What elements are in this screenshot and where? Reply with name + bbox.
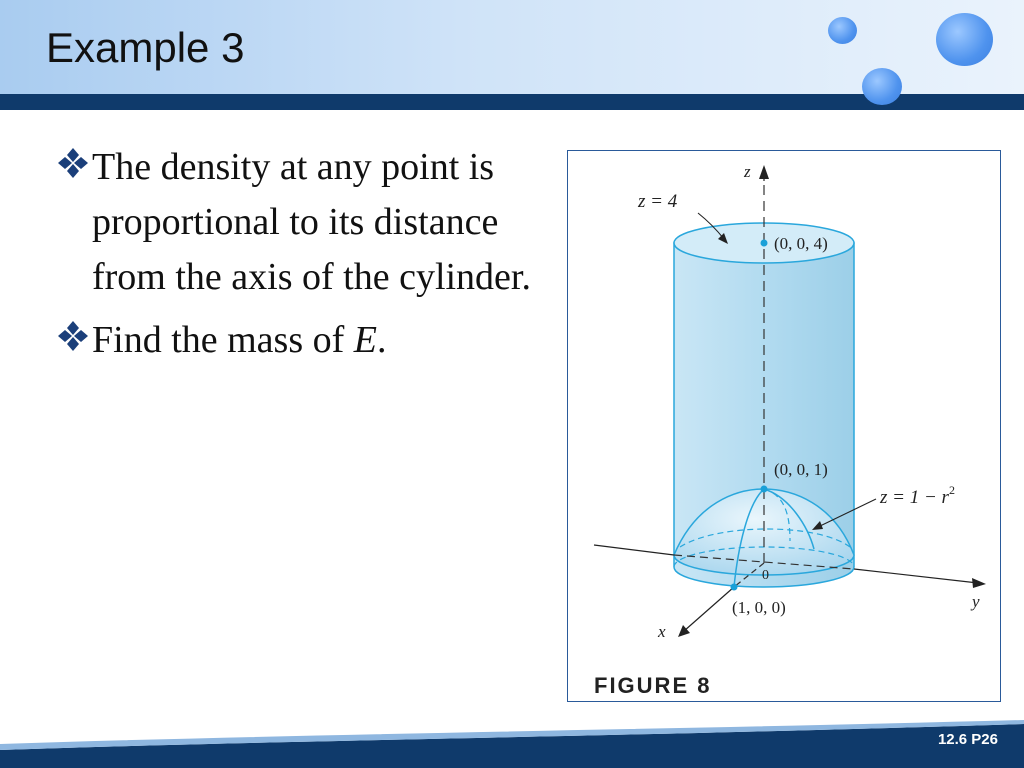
decor-bubble-small (828, 17, 857, 44)
x-axis (684, 587, 734, 631)
diamond-bullet-icon (56, 319, 90, 353)
bullet-text-italic: E (353, 319, 377, 361)
y-axis (854, 569, 978, 583)
point-base (731, 584, 738, 591)
point-apex (761, 486, 768, 493)
paraboloid-label-lhs: z = 1 − r (880, 487, 949, 508)
plane-label: z = 4 (638, 191, 678, 212)
figure-caption: FIGURE 8 (594, 673, 712, 698)
y-axis-label: y (972, 592, 980, 611)
bullet-item-mass (56, 313, 546, 368)
paraboloid-label (879, 483, 955, 508)
bullet-text-before: Find the mass of (92, 319, 354, 361)
origin-label: 0 (762, 568, 769, 583)
bullet-list (56, 140, 546, 376)
z-axis-arrow (759, 165, 769, 179)
bullet-text-after: . (377, 319, 387, 361)
footer-wave (0, 720, 1024, 768)
top-point-label: (0, 0, 4) (774, 234, 828, 253)
x-axis-label: x (658, 622, 666, 641)
bullet-item-density (56, 140, 546, 305)
figure-panel (567, 150, 1001, 702)
cylinder-figure (568, 151, 1000, 701)
bullet-text: The density at any point is proportional to its distance from the axis of the cylinder. (92, 146, 531, 298)
point-top (761, 240, 768, 247)
decor-bubble-mid (862, 68, 902, 105)
paraboloid-label-exp: 2 (948, 483, 955, 497)
slide-number: 12.6 P26 (937, 731, 998, 748)
diamond-bullet-icon (56, 146, 90, 180)
y-axis-back (594, 545, 674, 555)
decor-bubble-large (936, 13, 993, 66)
apex-point-label: (0, 0, 1) (774, 460, 828, 479)
slide-title: Example 3 (46, 24, 245, 71)
base-point-label: (1, 0, 0) (732, 598, 786, 617)
z-axis-label: z (744, 162, 751, 181)
y-axis-arrow (972, 578, 986, 588)
